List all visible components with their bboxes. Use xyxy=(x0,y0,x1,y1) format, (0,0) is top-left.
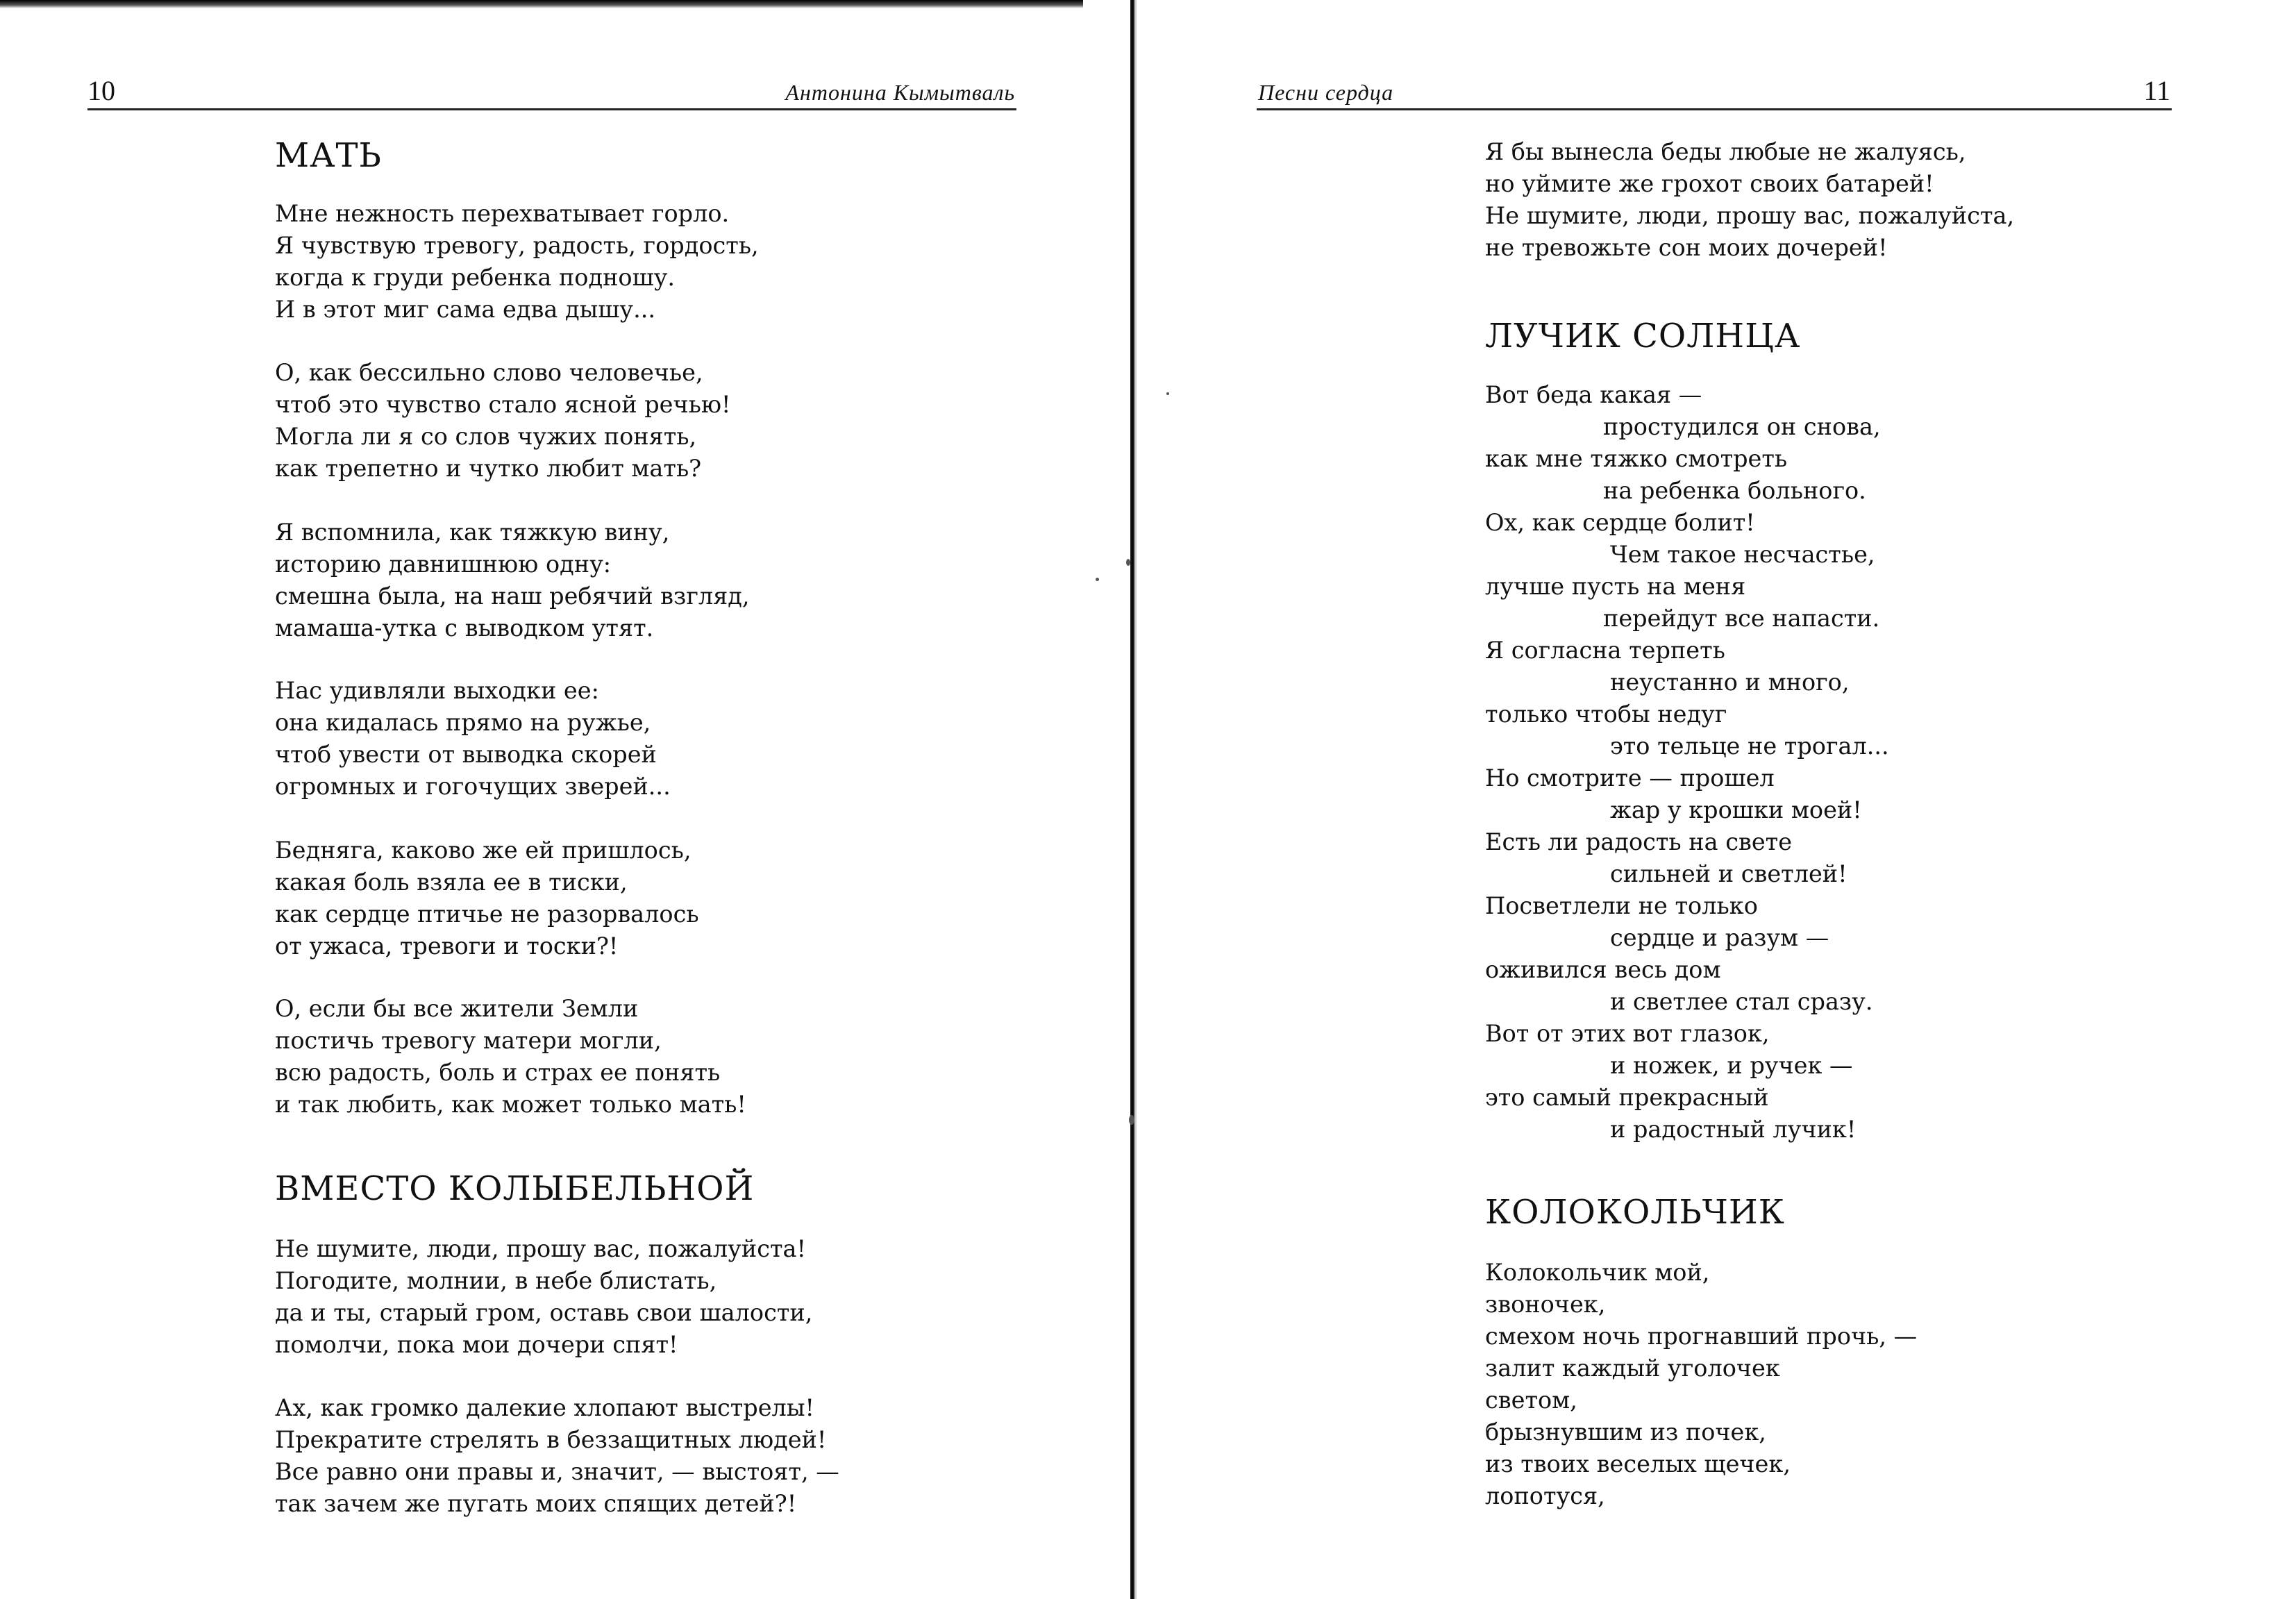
running-head-author: Антонина Кымытваль xyxy=(785,80,1015,105)
verse-line: звоночек, xyxy=(1485,1291,1606,1318)
verse-line: Бедняга, каково же ей пришлось, xyxy=(275,837,692,864)
verse-line: Мне нежность перехватывает горло. xyxy=(275,200,730,227)
verse-line: это самый прекрасный xyxy=(1485,1084,1769,1111)
page-number: 10 xyxy=(87,75,115,106)
verse-line: Я бы вынесла беды любые не жалуясь, xyxy=(1485,138,1966,165)
verse-line: смешна была, на наш ребячий взгляд, xyxy=(275,583,750,610)
stanza xyxy=(1485,379,1889,1146)
verse-line: Не шумите, люди, прошу вас, пожалуйста, xyxy=(1485,202,2015,229)
verse-line: залит каждый уголочек xyxy=(1485,1355,1780,1382)
verse-line: оживился весь дом xyxy=(1485,956,1721,983)
verse-line-indented: простудился он снова, xyxy=(1603,413,1881,440)
verse-line-indented: сильней и светлей! xyxy=(1610,860,1847,887)
right-running-head xyxy=(1257,74,2172,110)
verse-line: историю давнишнюю одну: xyxy=(275,551,612,578)
verse-line: но уймите же грохот своих батарей! xyxy=(1485,170,1934,197)
verse-line: Прекратите стрелять в беззащитных людей! xyxy=(275,1426,827,1453)
poem-title-mat: МАТЬ xyxy=(275,136,382,175)
left-page xyxy=(0,0,1130,1599)
verse-line: когда к груди ребенка подношу. xyxy=(275,264,676,291)
verse-line: Я вспомнила, как тяжкую вину, xyxy=(275,519,670,546)
verse-line: Вот от этих вот глазок, xyxy=(1485,1020,1770,1047)
verse-line: как трепетно и чутко любит мать? xyxy=(275,455,702,482)
verse-line: Посветлели не только xyxy=(1485,892,1758,919)
verse-line: лопотуся, xyxy=(1485,1482,1605,1509)
verse-line: Есть ли радость на свете xyxy=(1485,828,1793,855)
verse-line-indented: перейдут все напасти. xyxy=(1603,605,1880,632)
verse-line: Колокольчик мой, xyxy=(1485,1259,1710,1286)
verse-line: Я чувствую тревогу, радость, гордость, xyxy=(275,232,759,259)
verse-line-indented: это тельце не трогал... xyxy=(1610,732,1889,760)
verse-line: всю радость, боль и страх ее понять xyxy=(275,1059,721,1086)
verse-line: светом, xyxy=(1485,1387,1577,1414)
stanza xyxy=(275,835,699,962)
scan-speck xyxy=(1166,392,1169,395)
verse-line: Я согласна терпеть xyxy=(1485,637,1725,664)
verse-line: огромных и гогочущих зверей... xyxy=(275,773,671,800)
verse-line: постичь тревогу матери могли, xyxy=(275,1027,662,1054)
verse-line: лучше пусть на меня xyxy=(1485,573,1746,600)
verse-line-indented: и светлее стал сразу. xyxy=(1610,988,1873,1015)
right-page xyxy=(1137,0,2296,1599)
poem-title-luchik-solntsa: ЛУЧИК СОЛНЦА xyxy=(1485,317,1801,355)
verse-line: Ах, как громко далекие хлопают выстрелы! xyxy=(275,1394,814,1421)
scan-speck xyxy=(1129,1115,1134,1125)
verse-line: так зачем же пугать моих спящих детей?! xyxy=(275,1490,797,1517)
verse-line: Погодите, молнии, в небе блистать, xyxy=(275,1267,717,1294)
verse-line: О, как бессильно слово человечье, xyxy=(275,359,703,386)
stanza xyxy=(275,517,750,644)
poem-title-vmesto-kolybelnoy: ВМЕСТО КОЛЫБЕЛЬНОЙ xyxy=(275,1169,755,1208)
verse-line: Ох, как сердце болит! xyxy=(1485,509,1755,536)
scan-speck xyxy=(1096,578,1099,581)
page-number: 11 xyxy=(2143,75,2170,106)
scan-speck xyxy=(1126,559,1130,566)
verse-line: Вот беда какая — xyxy=(1485,381,1702,408)
verse-line: от ужаса, тревоги и тоски?! xyxy=(275,932,619,960)
poem-title-kolokolchik: КОЛОКОЛЬЧИК xyxy=(1485,1193,1785,1232)
verse-line: да и ты, старый гром, оставь свои шалости, xyxy=(275,1299,813,1326)
verse-line: Но смотрите — прошел xyxy=(1485,764,1775,792)
verse-line: из твоих веселых щечек, xyxy=(1485,1450,1791,1477)
stanza xyxy=(1485,1257,1917,1512)
verse-line: помолчи, пока мои дочери спят! xyxy=(275,1331,678,1358)
verse-line: только чтобы недуг xyxy=(1485,701,1727,728)
verse-line: смехом ночь прогнавший прочь, — xyxy=(1485,1323,1918,1350)
verse-line: чтоб это чувство стало ясной речью! xyxy=(275,391,731,418)
verse-line: какая боль взяла ее в тиски, xyxy=(275,869,628,896)
stanza xyxy=(275,993,746,1121)
verse-line-indented: и радостный лучик! xyxy=(1610,1116,1857,1143)
verse-line: О, если бы все жители Земли xyxy=(275,995,639,1022)
stanza xyxy=(275,357,731,485)
verse-line-indented: неустанно и много, xyxy=(1610,669,1850,696)
verse-line-indented: и ножек, и ручек — xyxy=(1610,1052,1853,1079)
verse-line: как мне тяжко смотреть xyxy=(1485,445,1788,472)
stanza-continuation xyxy=(1485,136,2014,264)
verse-line-indented: Чем такое несчастье, xyxy=(1610,541,1875,568)
verse-line: и так любить, как может только мать! xyxy=(275,1091,746,1118)
verse-line: как сердце птичье не разорвалось xyxy=(275,901,699,928)
verse-line-indented: на ребенка больного. xyxy=(1603,477,1866,504)
verse-line-indented: сердце и разум — xyxy=(1610,924,1829,951)
stanza xyxy=(275,1233,812,1361)
verse-line: не тревожьте сон моих дочерей! xyxy=(1485,234,1888,261)
verse-line: Нас удивляли выходки ее: xyxy=(275,677,599,704)
verse-line-indented: жар у крошки моей! xyxy=(1610,796,1862,823)
verse-line: Не шумите, люди, прошу вас, пожалуйста! xyxy=(275,1235,806,1262)
verse-line: брызнувшим из почек, xyxy=(1485,1418,1766,1446)
stanza xyxy=(275,675,671,803)
verse-line: она кидалась прямо на ружье, xyxy=(275,709,651,736)
verse-line: Все равно они правы и, значит, — выстоят, — xyxy=(275,1458,839,1485)
verse-line: мамаша-утка с выводком утят. xyxy=(275,614,654,642)
running-head-title: Песни сердца xyxy=(1258,80,1394,105)
verse-line: И в этот миг сама едва дышу... xyxy=(275,296,656,323)
stanza xyxy=(275,198,759,326)
verse-line: чтоб увести от выводка скорей xyxy=(275,741,657,768)
verse-line: Могла ли я со слов чужих понять, xyxy=(275,423,697,450)
left-running-head xyxy=(87,74,1016,110)
stanza xyxy=(275,1392,839,1520)
